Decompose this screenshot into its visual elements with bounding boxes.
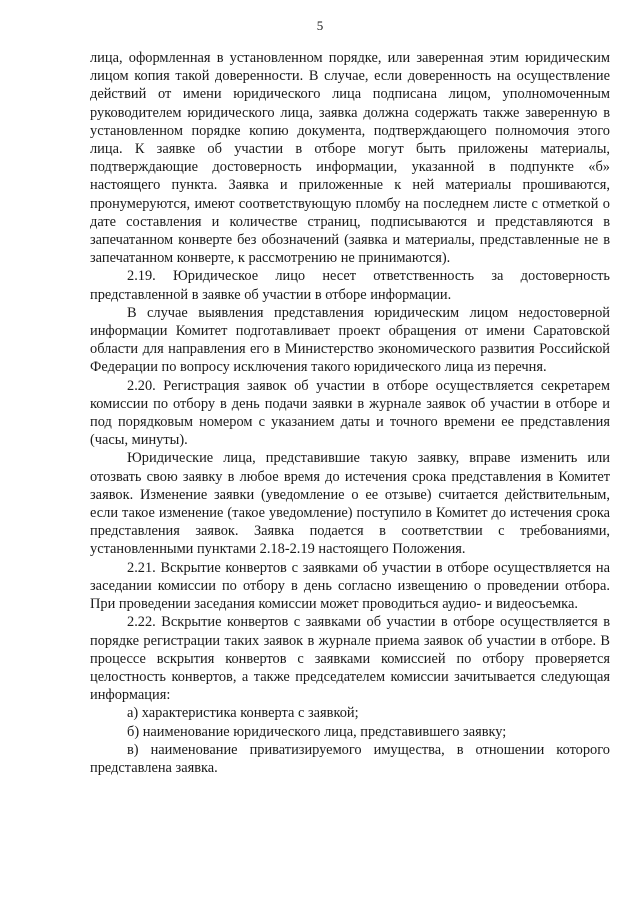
paragraph-2-22: 2.22. Вскрытие конвертов с заявками об участии в отборе осуществляется в порядке регистрации таких заявок в журнале приема заявок об участии в отборе. В процессе вскрытия конвертов с заявками комиссией по отбору проверяется целостность конвертов, а также председателем комиссии зачитывается следующая информация: <box>90 614 610 704</box>
paragraph-2-21: 2.21. Вскрытие конвертов с заявками об участии в отборе осуществляется на заседании комиссии по отбору в день согласно извещению о проведении отбора. При проведении заседания комиссии может проводиться аудио- и видеосъемка. <box>90 559 610 613</box>
paragraph-2-19: 2.19. Юридическое лицо несет ответственность за достоверность представленной в заявке об участии в отборе информации. <box>90 268 610 303</box>
paragraph-2-20: 2.20. Регистрация заявок об участии в отборе осуществляется секретарем комиссии по отбору в день подачи заявки в журнале заявок об участии в отборе и под порядковым номером с указанием даты и точного времени ее представления (часы, минуты). <box>90 377 610 449</box>
paragraph-withdrawal: Юридические лица, представившие такую заявку, вправе изменить или отозвать свою заявку в любое время до истечения срока представления в Комитет заявок. Изменение заявки (уведомление о ее отзыве) считается действительным, если такое изменение (такое уведомление) поступило в Комитет до истечения срока представления заявок. Заявка подается в соответствии с требованиями, установленными пунктами 2.18-2.19 настоящего Положения. <box>90 450 610 558</box>
paragraph-false-information: В случае выявления представления юридическим лицом недостоверной информации Комитет подготавливает проект обращения от имени Саратовской области для направления его в Министерство экономического развития Российской Федерации по вопросу исключения такого юридического лица из перечня. <box>90 304 610 376</box>
list-item-b: б) наименование юридического лица, представившего заявку; <box>127 723 507 740</box>
list-item-v: в) наименование приватизируемого имущества, в отношении которого представлена заявка. <box>90 741 610 776</box>
list-item-a: а) характеристика конверта с заявкой; <box>127 705 359 722</box>
paragraph-continuation: лица, оформленная в установленном порядке, или заверенная этим юридическим лицом копия такой доверенности. В случае, если доверенность на осуществление действий от имени юридического лица подписана лицом, уполномоченным руководителем юридического лица, заявка должна содержать также заверенную в установленном порядке копию документа, подтверждающего полномочия этого лица. К заявке об участии в отборе могут быть приложены материалы, подтверждающие достоверность информации, указанной в подпункте «б» настоящего пункта. Заявка и приложенные к ней материалы прошиваются, пронумеруются, имеют соответствующую пломбу на последнем листе с отметкой о дате составления и количестве страниц, подписываются и представляются в запечатанном конверте без обозначений (заявка и материалы, представленные не в запечатанном конверте, к рассмотрению не принимаются). <box>90 50 610 267</box>
page-number: 5 <box>316 18 324 33</box>
document-body <box>90 49 610 777</box>
